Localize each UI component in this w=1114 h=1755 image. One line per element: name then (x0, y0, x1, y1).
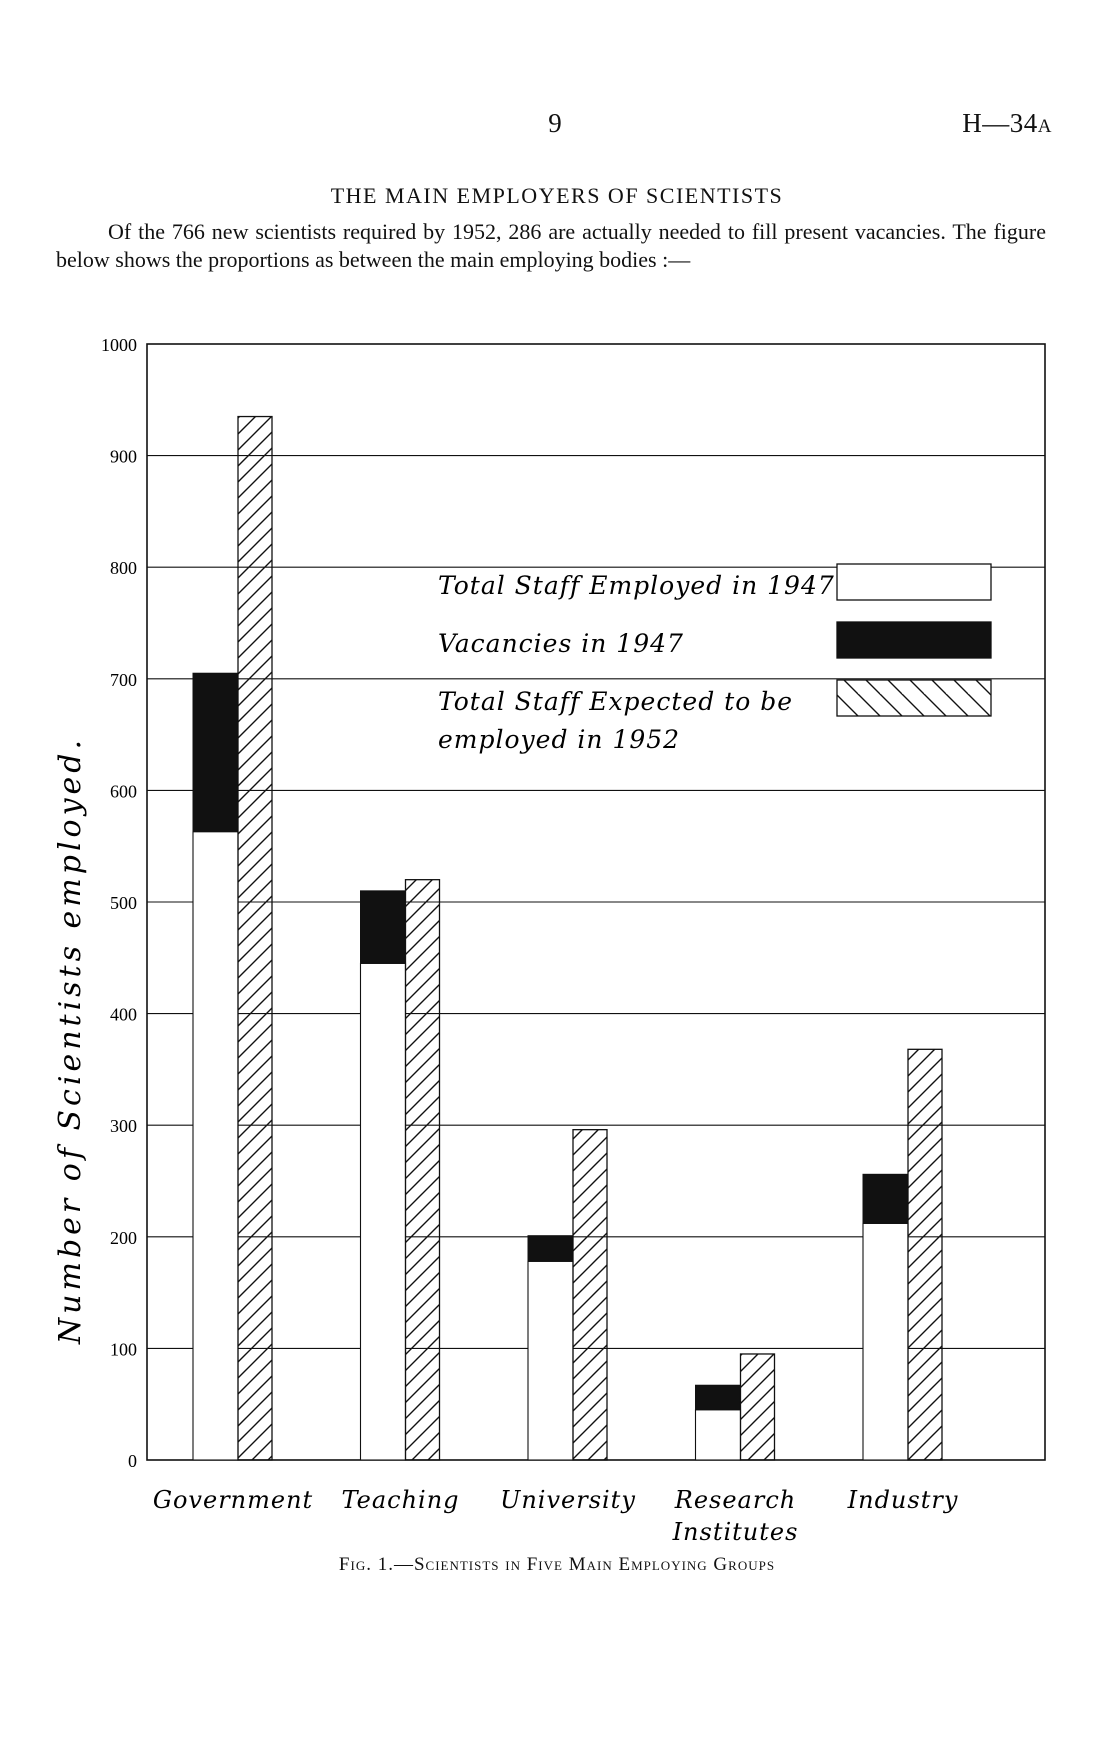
bar-vacancies-1947 (193, 673, 238, 831)
y-tick-label: 800 (110, 558, 137, 579)
legend-swatch-hatched (837, 680, 991, 716)
y-tick-label: 200 (110, 1227, 137, 1248)
bar-staff-1947 (696, 1410, 741, 1460)
x-category-label: Industry (847, 1486, 959, 1514)
x-category-label: Government (152, 1486, 314, 1514)
document-code: H—34A (962, 108, 1052, 138)
legend-label: employed in 1952 (438, 725, 681, 754)
y-axis-ticks (101, 335, 137, 1471)
bar-expected-1952 (406, 880, 440, 1460)
figure-caption: Fig. 1.—Scientists in Five Main Employing Groups (338, 1554, 776, 1575)
y-axis-label: Number of Scientists employed. (53, 735, 88, 1345)
x-category-label: Research (674, 1486, 797, 1514)
page-number: 9 (548, 108, 562, 138)
legend (438, 564, 991, 754)
intro-paragraph: Of the 766 new scientists required by 1952, 286 are actually needed to fill present vacancies. The figure below shows the proportions as between the main employing bodies :— (56, 219, 1046, 272)
legend-swatch-white (837, 564, 991, 600)
legend-swatch-black (837, 622, 991, 658)
y-tick-label: 700 (110, 669, 137, 690)
bar-expected-1952 (741, 1354, 775, 1460)
bar-staff-1947 (193, 832, 238, 1460)
bar-expected-1952 (238, 417, 272, 1460)
bar-expected-1952 (908, 1049, 942, 1460)
bar-staff-1947 (528, 1261, 573, 1460)
x-axis-labels (153, 1486, 959, 1546)
y-tick-label: 300 (110, 1116, 137, 1137)
y-tick-label: 100 (110, 1339, 137, 1360)
y-tick-label: 400 (110, 1004, 137, 1025)
bar-vacancies-1947 (696, 1385, 741, 1410)
legend-label: Vacancies in 1947 (438, 629, 684, 658)
section-title: THE MAIN EMPLOYERS OF SCIENTISTS (330, 183, 784, 208)
bar-expected-1952 (573, 1130, 607, 1460)
legend-label: Total Staff Employed in 1947 (438, 571, 835, 600)
bar-vacancies-1947 (528, 1236, 573, 1262)
y-tick-label: 600 (110, 781, 137, 802)
x-category-label: University (500, 1486, 636, 1514)
y-tick-label: 500 (110, 893, 137, 913)
y-tick-label: 1000 (101, 335, 137, 355)
bar-vacancies-1947 (863, 1174, 908, 1223)
scientists-bar-chart (0, 320, 1114, 1550)
x-category-label: Teaching (341, 1486, 460, 1514)
bar-staff-1947 (361, 963, 406, 1460)
bar-vacancies-1947 (361, 891, 406, 964)
y-tick-label: 0 (128, 1451, 137, 1471)
legend-label: Total Staff Expected to be (438, 687, 793, 716)
y-tick-label: 900 (110, 446, 137, 467)
x-category-label: Institutes (672, 1518, 799, 1546)
bar-staff-1947 (863, 1223, 908, 1460)
